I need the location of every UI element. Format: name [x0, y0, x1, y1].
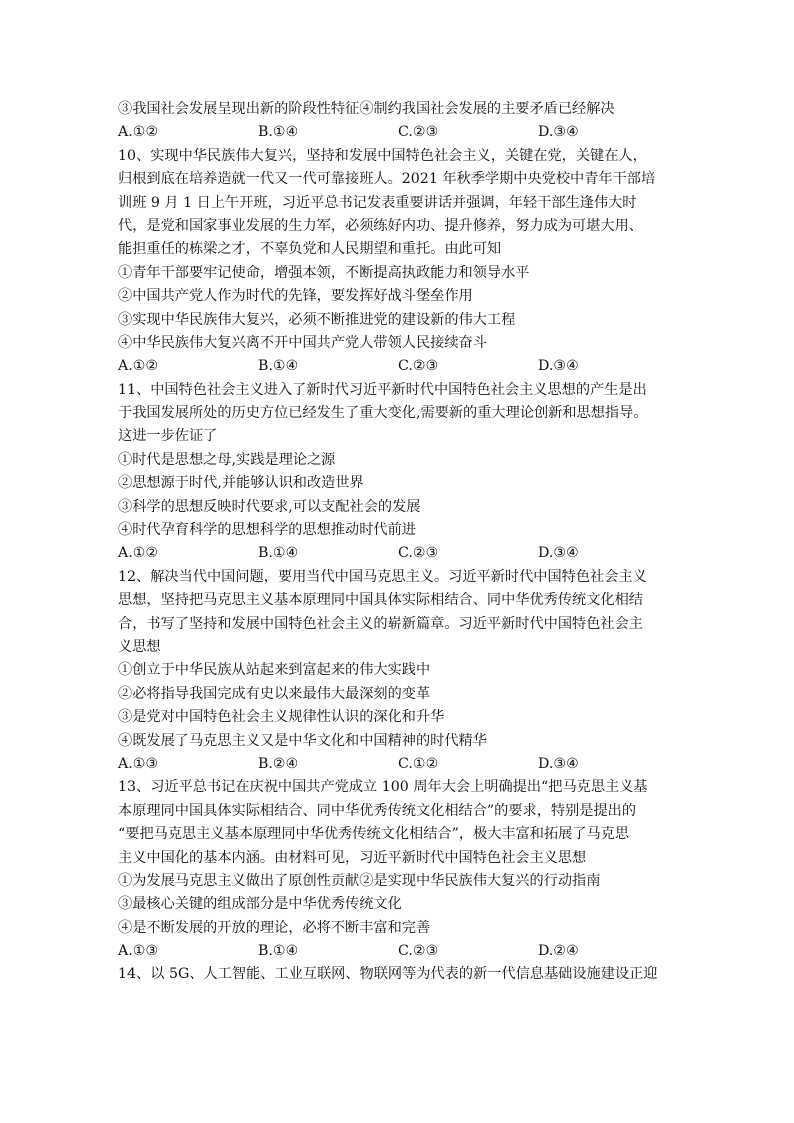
- text-line: ④时代孕育科学的思想科学的思想推动时代前进: [118, 522, 416, 539]
- text-line: ②中国共产党人作为时代的先锋，要发挥好战斗堡垒作用: [118, 288, 473, 305]
- answer-option: D.③④: [538, 124, 579, 141]
- text-line: 本原理同中国具体实际相结合、同中华优秀传统文化相结合”的要求，特别是提出的: [118, 802, 637, 819]
- text-line: ③我国社会发展呈现出新的阶段性特征④制约我国社会发展的主要矛盾已经解决: [118, 101, 615, 117]
- text-line: 12、解决当代中国问题，要用当代中国马克思主义。习近平新时代中国特色社会主义: [118, 568, 647, 585]
- answer-option: A.①②: [118, 358, 159, 375]
- answer-option: B.①④: [258, 358, 299, 375]
- answer-options: [118, 940, 680, 963]
- exam-page: [118, 98, 680, 987]
- answer-option: D.③④: [538, 545, 579, 562]
- text-line: ③最核心关键的组成部分是中华优秀传统文化: [118, 896, 402, 913]
- text-line: 归根到底在培养造就一代又一代可靠接班人。2021 年秋季学期中央党校中青年干部培: [118, 171, 656, 188]
- text-line: ④中华民族伟大复兴离不开中国共产党人带领人民接续奋斗: [118, 334, 487, 351]
- text-line: ②必将指导我国完成有史以来最伟大最深刻的变革: [118, 685, 431, 702]
- text-line: 14、以 5G、人工智能、工业互联网、物联网等为代表的新一代信息基础设施建设正迎: [118, 966, 658, 983]
- answer-option: C.②③: [398, 545, 439, 562]
- text-line: ③实现中华民族伟大复兴，必须不断推进党的建设新的伟大工程: [118, 311, 516, 328]
- answer-option: C.②③: [398, 943, 439, 960]
- answer-options: [118, 121, 680, 144]
- text-line: 合，书写了坚持和发展中国特色社会主义的崭新篇章。习近平新时代中国特色社会主: [118, 615, 643, 632]
- text-line: ①为发展马克思主义做出了原创性贡献②是实现中华民族伟大复兴的行动指南: [118, 872, 601, 889]
- text-line: 代，是党和国家事业发展的生力军，必须练好内功、提升修养，努力成为可堪大用、: [118, 217, 643, 234]
- text-line: ④既发展了马克思主义又是中华文化和中国精神的时代精华: [118, 732, 487, 749]
- text-line: ③是党对中国特色社会主义规律性认识的深化和升华: [118, 709, 445, 726]
- text-line: 10、实现中华民族伟大复兴，坚持和发展中国特色社会主义，关键在党，关键在人，: [118, 147, 647, 164]
- answer-option: C.②③: [398, 358, 439, 375]
- answer-option: A.①③: [118, 943, 159, 960]
- answer-options: [118, 542, 680, 565]
- answer-options: [118, 355, 680, 378]
- text-line: ④是不断发展的开放的理论，必将不断丰富和完善: [118, 919, 431, 936]
- text-line: 思想，坚持把马克思主义基本原理同中国具体实际相结合、同中华优秀传统文化相结: [118, 592, 643, 609]
- answer-option: A.①②: [118, 124, 159, 141]
- answer-option: B.①④: [258, 545, 299, 562]
- text-line: “要把马克思主义基本原理同中华优秀传统文化相结合”，极大丰富和拓展了马克思: [118, 826, 630, 843]
- text-line: ③科学的思想反映时代要求,可以支配社会的发展: [118, 498, 421, 515]
- answer-option: C.①②: [398, 755, 439, 772]
- answer-option: B.①④: [258, 124, 299, 141]
- text-line: ①创立于中华民族从站起来到富起来的伟大实践中: [118, 662, 431, 679]
- answer-options: [118, 753, 680, 776]
- text-line: 能担重任的栋梁之才，不辜负党和人民期望和重托。由此可知: [118, 241, 502, 258]
- text-line: 11、中国特色社会主义进入了新时代习近平新时代中国特色社会主义思想的产生是出: [118, 381, 647, 398]
- answer-option: A.①③: [118, 755, 159, 772]
- answer-option: A.①②: [118, 545, 159, 562]
- text-line: ①时代是思想之母,实践是理论之源: [118, 451, 336, 468]
- text-line: 于我国发展所处的历史方位已经发生了重大变化,需要新的重大理论创新和思想指导。: [118, 405, 648, 422]
- text-line: 主义中国化的基本内涵。由材料可见，习近平新时代中国特色社会主义思想: [118, 849, 587, 866]
- answer-option: D.③④: [538, 358, 579, 375]
- text-line: 13、习近平总书记在庆祝中国共产党成立 100 周年大会上明确提出“把马克思主义基: [118, 779, 648, 796]
- answer-option: D.②④: [538, 943, 579, 960]
- answer-option: C.②③: [398, 124, 439, 141]
- text-line: 训班 9 月 1 日上午开班，习近平总书记发表重要讲话并强调，年轻干部生逢伟大时: [118, 194, 637, 211]
- text-line: ②思想源于时代,并能够认识和改造世界: [118, 475, 364, 492]
- answer-option: B.②④: [258, 755, 299, 772]
- text-line: 这进一步佐证了: [118, 428, 218, 445]
- answer-option: B.①④: [258, 943, 299, 960]
- text-line: ①青年干部要牢记使命，增强本领，不断提高执政能力和领导水平: [118, 264, 530, 281]
- answer-option: D.③④: [538, 755, 579, 772]
- text-line: 义思想: [118, 638, 161, 655]
